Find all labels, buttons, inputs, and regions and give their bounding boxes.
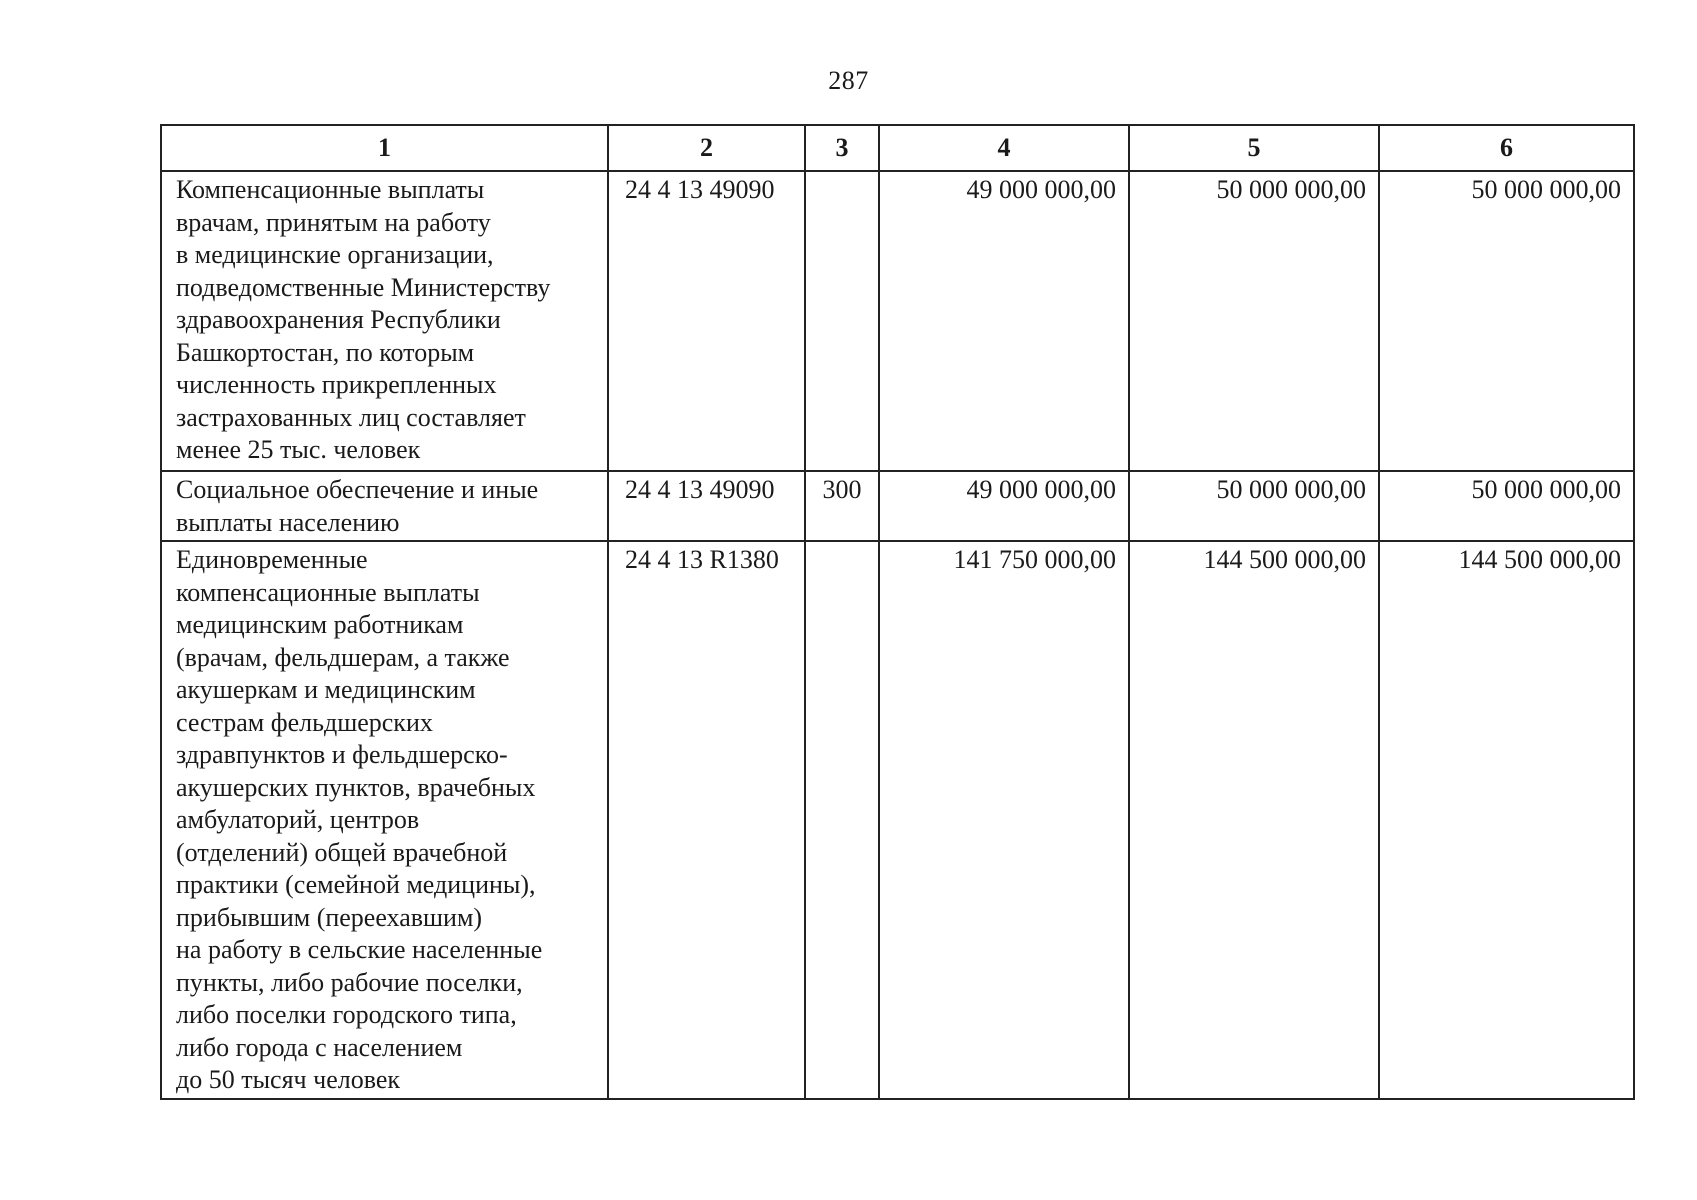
row-name: Единовременные компенсационные выплаты медицинским работникам (врачам, фельдшерам, а также акушеркам и медицинским сестрам фельдшерских здравпунктов и фельдшерско- акушерских пунктов, врачебных амбулаторий, центров (отделений) общей врачебной практики (семейной медицины), прибывшим (переехавшим) на работу в сельские населенные пункты, либо рабочие поселки, либо поселки городского типа, либо города с населением до 50 тысяч человек (176, 545, 543, 1094)
budget-table (160, 124, 1635, 1100)
column-header-2: 2 (608, 125, 805, 171)
row-code-cell: 24 4 13 49090 (608, 471, 805, 541)
row-name-cell (161, 541, 608, 1099)
row-amount-4-cell: 49 000 000,00 (879, 471, 1129, 541)
column-header-5: 5 (1129, 125, 1379, 171)
row-code-cell: 24 4 13 49090 (608, 171, 805, 471)
row-type-cell (805, 541, 879, 1099)
table-row (161, 541, 1634, 1099)
row-amount-6-cell: 144 500 000,00 (1379, 541, 1634, 1099)
row-type-cell: 300 (805, 471, 879, 541)
page-number: 287 (828, 66, 869, 95)
table-row (161, 471, 1634, 541)
row-name-cell (161, 471, 608, 541)
row-amount-5-cell: 144 500 000,00 (1129, 541, 1379, 1099)
row-amount-5-cell: 50 000 000,00 (1129, 471, 1379, 541)
column-header-1: 1 (161, 125, 608, 171)
row-code-cell: 24 4 13 R1380 (608, 541, 805, 1099)
row-amount-4-cell: 49 000 000,00 (879, 171, 1129, 471)
row-amount-6-cell: 50 000 000,00 (1379, 171, 1634, 471)
table-header-row (161, 125, 1634, 171)
column-header-4: 4 (879, 125, 1129, 171)
row-name: Компенсационные выплаты врачам, принятым на работу в медицинские организации, подведомственные Министерству здравоохранения Республики Башкортостан, по которым численность прикрепленных застрахованных лиц составляет менее 25 тыс. человек (176, 175, 551, 464)
row-amount-5-cell: 50 000 000,00 (1129, 171, 1379, 471)
row-amount-4-cell: 141 750 000,00 (879, 541, 1129, 1099)
row-name-cell (161, 171, 608, 471)
column-header-6: 6 (1379, 125, 1634, 171)
row-amount-6-cell: 50 000 000,00 (1379, 471, 1634, 541)
column-header-3: 3 (805, 125, 879, 171)
row-name: Социальное обеспечение и иные выплаты населению (176, 475, 539, 537)
row-type-cell (805, 171, 879, 471)
table-row (161, 171, 1634, 471)
